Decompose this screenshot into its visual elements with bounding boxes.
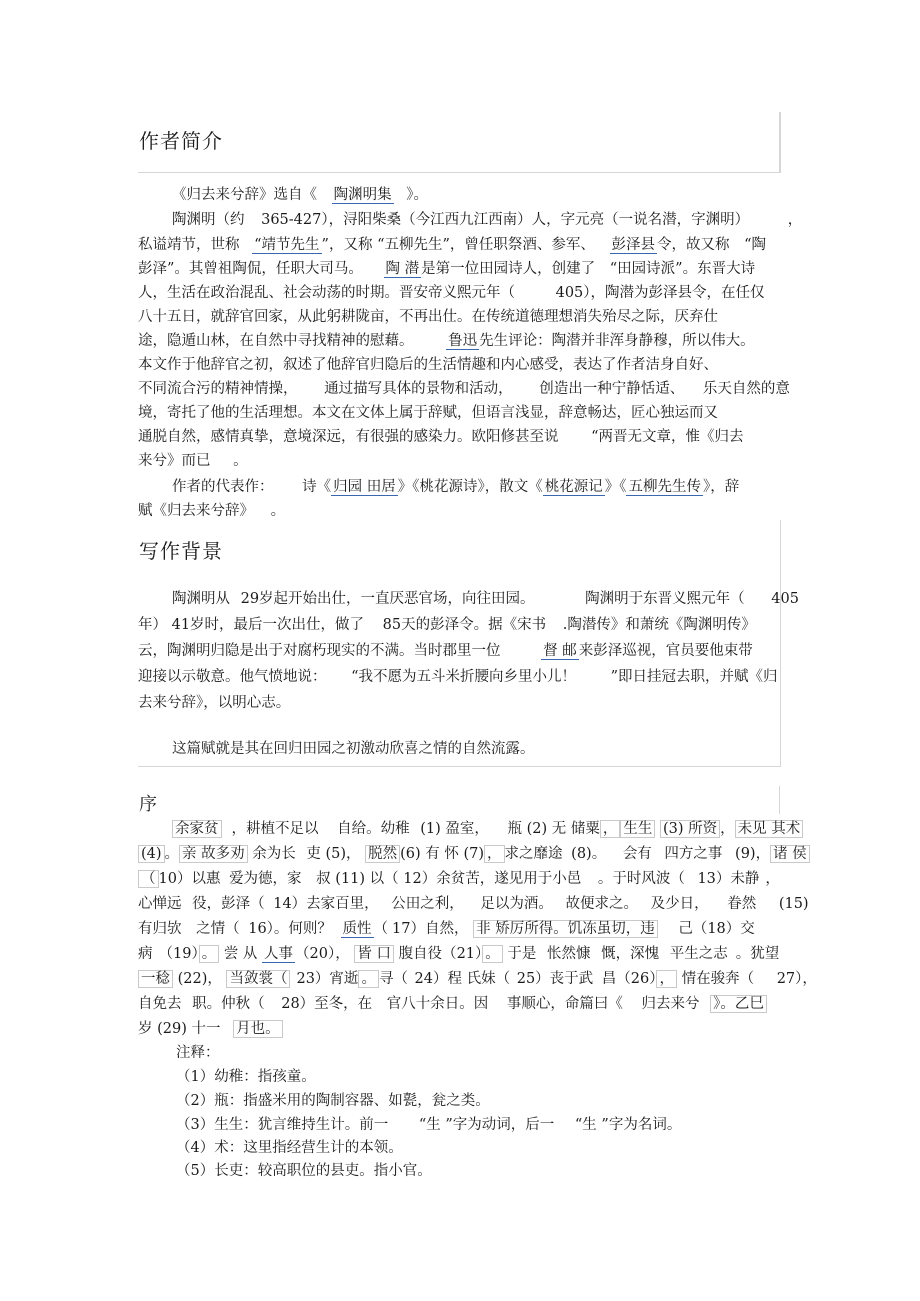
link-zhixing[interactable]: 质性	[342, 921, 372, 937]
text: （20），	[295, 946, 350, 962]
link-du-you[interactable]: 督 邮	[543, 643, 577, 659]
text: “生 ”字为动词，后一	[418, 1117, 555, 1133]
text: ），陶潜为彭泽县令，在任仅	[583, 285, 765, 301]
s1-line-10: 境，寄托了他的生活理想。本文在文体上属于辞赋，但语言浅显，辞意畅达，匠心独运而又	[138, 405, 718, 421]
note-item-5: （5）长吏：较高职位的县吏。指小官。	[176, 1163, 432, 1179]
text: 归去来兮	[641, 996, 700, 1012]
text: 当敛裳（	[226, 970, 290, 988]
text: 私谥靖节，世称	[138, 237, 240, 253]
link-jingjie-xiansheng[interactable]: “靖节先生	[254, 237, 320, 253]
text: 诗《	[302, 479, 332, 495]
text: 自免去	[138, 996, 182, 1012]
text: 瓶	[507, 821, 522, 837]
s1-line-6: 八十五日，就辞官回家，从此躬耕陇亩，不再出仕。在传统道德理想消失殆尽之际，厌弃仕	[138, 309, 718, 325]
text: 来兮》而已	[138, 453, 211, 469]
text: 23）宵逝	[296, 971, 359, 987]
link-guiyuan-tianju[interactable]: 归园 田居	[333, 479, 396, 495]
text: 17）自然	[392, 921, 454, 937]
text: 。	[199, 945, 220, 963]
text: 令，故又称	[657, 237, 730, 253]
text: 通脱自然，感情真挚，意境深远，有很强的感染力。欧阳修甚至说	[138, 429, 559, 445]
s1-line-8: 本文作于他辞官之初，叙述了他辞官归隐后的生活情趣和内心感受，表达了作者洁身自好、	[138, 357, 718, 373]
text: 昌（	[601, 971, 631, 987]
text: ”，曾任职祭酒、参军、	[442, 237, 595, 253]
section-title-preface: 序	[139, 794, 158, 815]
text: 自给。幼稚	[337, 821, 410, 837]
text: ，耕植不足以	[231, 821, 319, 837]
text: “两晋无文章，惟《归去	[591, 429, 744, 445]
s3-line-7	[138, 968, 817, 990]
text: 。	[482, 945, 503, 963]
s3-line-8	[138, 993, 767, 1015]
text: 眷然	[727, 896, 757, 912]
s3-line-1	[172, 818, 803, 840]
link-tuoran[interactable]: 脱然	[365, 845, 400, 863]
s1-line-7	[138, 330, 755, 352]
text: 41岁时，最后一次出仕，做了	[171, 617, 365, 633]
text: 病	[138, 946, 153, 962]
s2-line-2	[138, 614, 756, 636]
notes-label: 注释：	[176, 1045, 220, 1061]
text: 皆 口	[354, 945, 394, 963]
text: ，	[484, 845, 505, 863]
text: ”。其曾祖陶侃，任职大司马。	[167, 261, 363, 277]
text: 》《	[604, 479, 627, 495]
text: 21）	[456, 946, 483, 962]
link-wuliu-xiansheng-zhuan[interactable]: 五柳先生传	[628, 479, 701, 495]
text: ，	[656, 970, 677, 988]
s2-line-6: 这篇赋就是其在回归田园之初激动欣喜之情的自然流露。	[172, 741, 535, 757]
text: 27）	[776, 971, 803, 987]
text: 爱为德，家	[229, 871, 302, 887]
text: (9)	[735, 846, 756, 862]
text: 18）交	[707, 921, 755, 937]
text: 非 矫厉所得。饥冻虽切，违	[473, 920, 658, 938]
text: 不同流合污的精神情操，	[138, 381, 298, 397]
text: 己（	[678, 921, 708, 937]
text: “我不愿为五斗米折腰向乡里小儿！	[351, 669, 577, 685]
s3-line-4	[138, 893, 809, 915]
text: 情在骏奔（	[681, 971, 755, 987]
text: 叔 (11) 以（	[316, 871, 399, 887]
text: 28）至冬，在	[281, 996, 373, 1012]
text: 405	[771, 591, 799, 607]
text: 彭泽	[138, 261, 167, 277]
text: “陶	[744, 237, 767, 253]
text: 云，陶渊明归隐是出于对腐朽现实的不满。当时郡里一位	[138, 643, 501, 659]
text: 事顺心，命篇曰《	[506, 996, 623, 1012]
s1-line-1	[172, 184, 428, 206]
text: 人，生活在政治混乱、社会动荡的时期。晋安帝义熙元年（	[138, 285, 515, 301]
s1-line-5	[138, 282, 765, 304]
text: 陶渊明从	[172, 591, 230, 607]
text: .陶潜传》和萧统《陶渊明传》	[562, 617, 756, 633]
s3-line-5	[138, 918, 755, 940]
text: ，	[720, 821, 735, 837]
text: (1) 盈室，	[420, 821, 489, 837]
text: 及少日，	[650, 896, 709, 912]
s1-line-13	[172, 476, 739, 498]
text: 寻（	[378, 971, 408, 987]
text: 慨，深愧	[601, 946, 660, 962]
text: 。	[233, 453, 248, 469]
s1-line-2	[172, 209, 802, 231]
text: 10）以惠	[158, 871, 221, 887]
s2-line-3	[138, 640, 753, 662]
text: “田园诗派	[609, 261, 676, 277]
s1-line-11	[138, 426, 744, 448]
text: (22)	[177, 971, 208, 987]
text: ，	[755, 846, 771, 862]
text: ，	[802, 971, 817, 987]
note-item-3	[176, 1114, 681, 1136]
text: 365-427	[261, 212, 322, 228]
text: 通过描写具体的景物和活动，	[324, 381, 513, 397]
text: 陶渊明（约	[172, 212, 245, 228]
text: 。	[591, 846, 607, 862]
text: 24）程 氏妹（	[414, 971, 511, 987]
text: 。犹望	[735, 946, 780, 962]
text: 故便求之。	[565, 896, 638, 912]
text: （	[373, 921, 389, 937]
text: 29岁起开始出仕，一直厌恶官场，向往田园。	[240, 591, 535, 607]
text: (6) 有 怀 (7)	[400, 846, 485, 862]
text: （	[138, 870, 159, 888]
text: 创造出一种宁静恬适、	[539, 381, 685, 397]
text: 14）去家百里，	[273, 896, 379, 912]
text: 一稔	[138, 970, 173, 988]
text: 平生之志	[669, 946, 728, 962]
section-title-background: 写作背景	[139, 539, 223, 563]
text: 役，彭泽（	[192, 896, 265, 912]
s3-line-6	[138, 943, 779, 965]
text: 》，辞	[702, 479, 740, 495]
text: 。于时风波（	[597, 871, 685, 887]
text: 来彭泽巡视，官员要他束带	[578, 643, 753, 659]
text: ，	[346, 846, 361, 862]
text: 有归欤	[138, 921, 182, 937]
text: ，	[765, 871, 780, 887]
text: 13）未静	[697, 871, 760, 887]
text: 官八十余日。因	[386, 996, 489, 1012]
text: 途，隐遁山林，在自然中寻找精神的慰藉。	[138, 333, 414, 349]
s1-line-12	[138, 450, 248, 472]
text: (15)	[778, 896, 809, 912]
text: 求之靡途	[504, 846, 563, 862]
text: 之情（	[196, 921, 240, 937]
text: 吏 (5)	[306, 846, 347, 862]
text: 陶渊明于东晋义熙元年（	[585, 591, 745, 607]
text: 作者的代表作：	[172, 479, 274, 495]
text: 85天的彭泽令。据《宋书	[382, 617, 547, 633]
text: ”即日挂冠去职，并赋《归	[610, 669, 778, 685]
s2-line-5: 去来兮辞》，以明心志。	[138, 695, 291, 711]
text: 》。	[406, 187, 428, 203]
text: 《归去来兮辞》选自《	[172, 187, 317, 203]
text: 先生评论：陶潜并非浑身静穆，所以伟大。	[479, 333, 755, 349]
s2-line-4	[138, 666, 778, 688]
text: 》《桃花源诗》，散文《	[397, 479, 543, 495]
text: 16）。何则？	[248, 921, 332, 937]
text: 。	[270, 503, 286, 519]
text: 405	[555, 285, 584, 301]
section-frame-author	[138, 112, 781, 173]
text: 余家贫	[172, 820, 222, 838]
text: 岁 (29) 十一	[138, 1021, 221, 1037]
link-lu-xun[interactable]: 鲁迅	[448, 333, 478, 349]
s3-line-2	[138, 843, 810, 865]
text: 余为长	[252, 846, 296, 862]
text: ），浔阳柴桑（今江西九江西南）人，字元亮（一说名潜，字渊明）	[321, 212, 750, 228]
text: 25）丧于武	[516, 971, 594, 987]
s1-line-9	[138, 378, 790, 400]
text: 19）	[173, 946, 199, 962]
text: 乐天自然的意	[702, 381, 790, 397]
text: 四方之事	[664, 846, 723, 862]
text: 月也。	[233, 1020, 283, 1038]
text: 12）余贫苦，遂见用于小邑	[403, 871, 582, 887]
text: 未见 其术	[735, 820, 804, 838]
text: “生 ”字为名词。	[574, 1117, 682, 1133]
s3-line-9	[138, 1018, 283, 1040]
text: 》。乙巳	[710, 995, 767, 1013]
text: (4)	[138, 845, 165, 863]
link-taoyuanming-ji[interactable]: 陶渊明集	[333, 187, 392, 203]
text: 诸 侯	[770, 845, 810, 863]
text: 公田之利，	[391, 896, 464, 912]
s1-line-14	[138, 500, 285, 522]
link-pengze-xian[interactable]: 彭泽县	[611, 237, 656, 253]
text: ，	[787, 212, 803, 228]
text: 26）	[630, 971, 657, 987]
text: “五柳先生	[377, 237, 443, 253]
text: （	[158, 946, 173, 962]
text: ，	[453, 921, 469, 937]
text: 腹自役（	[398, 946, 457, 962]
text: 生生	[620, 820, 655, 838]
text: ，	[207, 971, 222, 987]
link-taohuayuan-ji[interactable]: 桃花源记	[544, 479, 603, 495]
note-item-2: （2）瓶：指盛米用的陶制容器、如甏，瓮之类。	[176, 1093, 490, 1109]
text: (3) 所资	[660, 820, 720, 838]
text: ”，又称	[321, 237, 373, 253]
text: 足以为酒。	[480, 896, 553, 912]
text: 怅然慷	[546, 946, 591, 962]
text: （3）生生：犹言维持生计。前一	[176, 1117, 389, 1133]
text: ，	[600, 820, 621, 838]
s3-line-3	[138, 868, 780, 890]
text: 年）	[138, 617, 167, 633]
text: 。	[164, 846, 180, 862]
s2-line-1	[172, 588, 799, 610]
text: (8)	[571, 846, 592, 862]
text: 亲 故多劝	[179, 845, 248, 863]
text: (2) 无 储粟	[526, 821, 600, 837]
section-frame-author-left	[779, 112, 780, 172]
note-item-1: （1）幼稚：指孩童。	[176, 1069, 316, 1085]
note-item-4: （4）术：这里指经营生计的本领。	[176, 1140, 403, 1156]
text: 尝 从	[223, 946, 258, 962]
text: 于是	[507, 946, 537, 962]
link-renshi[interactable]: 人事	[264, 946, 294, 962]
text: 迎接以示敬意。他气愤地说：	[138, 669, 327, 685]
text: 心惮远	[138, 896, 182, 912]
text: 会有	[622, 846, 652, 862]
text: 职。仲秋（	[192, 996, 265, 1012]
section-title-author: 作者简介	[139, 129, 223, 153]
text: ”。东晋大诗	[675, 261, 756, 277]
section-frame-preface-right	[779, 786, 780, 814]
text: 赋《归去来兮辞》	[138, 503, 254, 519]
text: 。	[358, 970, 379, 988]
s1-line-3	[138, 234, 766, 256]
s1-line-4	[138, 258, 755, 280]
text: 是第一位田园诗人，创建了	[421, 261, 596, 277]
link-tao-qian[interactable]: 陶 潜	[385, 261, 420, 277]
